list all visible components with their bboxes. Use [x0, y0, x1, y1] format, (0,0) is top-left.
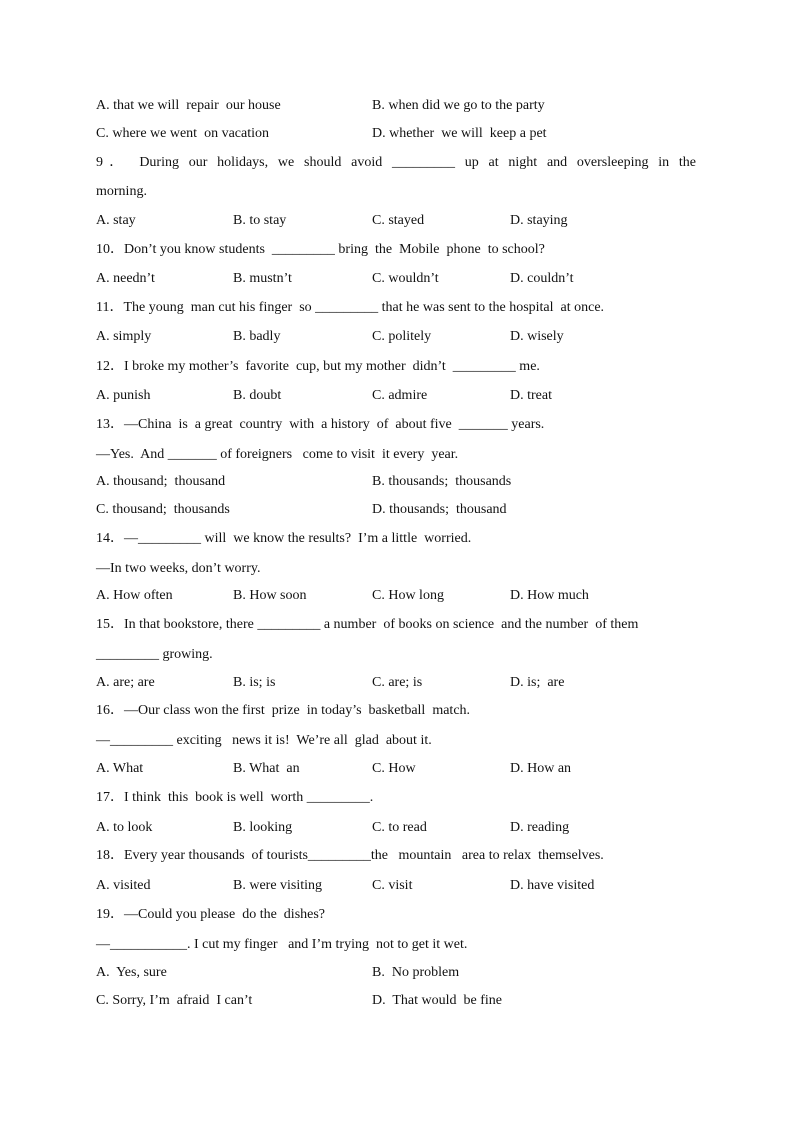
q14-option-a: A. How often: [96, 588, 173, 603]
q16-option-b: B. What an: [233, 761, 300, 776]
q18-option-c: C. visit: [372, 878, 413, 893]
q15-option-b: B. is; is: [233, 675, 276, 690]
q16-option-d: D. How an: [510, 761, 572, 776]
q15-stem-continued: _________ growing.: [96, 647, 213, 662]
q14-stem-reply: —In two weeks, don’t worry.: [96, 561, 261, 576]
q10-option-d: D. couldn’t: [510, 271, 574, 286]
q17-stem: 17．I think this book is well worth _________.: [96, 790, 374, 805]
q18-option-a: A. visited: [96, 878, 151, 893]
q19-stem-reply: —___________. I cut my finger and I’m trying not to get it wet.: [96, 937, 468, 952]
q14-option-d: D. How much: [510, 588, 589, 603]
q13-option-a: A. thousand; thousand: [96, 474, 226, 489]
q18-option-b: B. were visiting: [233, 878, 323, 893]
q10-stem: 10．Don’t you know students _________ bring the Mobile phone to school?: [96, 242, 545, 257]
q15-option-c: C. are; is: [372, 675, 423, 690]
q9-option-a: A. stay: [96, 213, 136, 228]
q11-option-b: B. badly: [233, 329, 281, 344]
q19-option-c: C. Sorry, I’m afraid I can’t: [96, 993, 253, 1008]
q18-option-d: D. have visited: [510, 878, 595, 893]
q12-stem: 12．I broke my mother’s favorite cup, but my mother didn’t _________ me.: [96, 359, 540, 374]
q12-option-c: C. admire: [372, 388, 428, 403]
q19-option-b: B. No problem: [372, 965, 460, 980]
q13-option-c: C. thousand; thousands: [96, 502, 230, 517]
q12-option-b: B. doubt: [233, 388, 282, 403]
q17-option-b: B. looking: [233, 820, 293, 835]
q19-option-a: A. Yes, sure: [96, 965, 167, 980]
q12-option-a: A. punish: [96, 388, 151, 403]
q14-stem: 14．—_________ will we know the results? I’m a little worried.: [96, 531, 472, 546]
q8-option-d: D. whether we will keep a pet: [372, 126, 547, 141]
q18-stem: 18．Every year thousands of tourists_________the mountain area to relax themselves.: [96, 848, 604, 863]
q10-option-b: B. mustn’t: [233, 271, 292, 286]
q8-option-a: A. that we will repair our house: [96, 98, 281, 113]
q9-option-d: D. staying: [510, 213, 568, 228]
q11-option-a: A. simply: [96, 329, 152, 344]
q8-option-b: B. when did we go to the party: [372, 98, 545, 113]
q16-option-a: A. What: [96, 761, 144, 776]
q9-option-c: C. stayed: [372, 213, 425, 228]
q15-option-d: D. is; are: [510, 675, 565, 690]
q16-option-c: C. How: [372, 761, 416, 776]
q17-option-a: A. to look: [96, 820, 153, 835]
q13-option-b: B. thousands; thousands: [372, 474, 512, 489]
q11-stem: 11．The young man cut his finger so _________ that he was sent to the hospital at once.: [96, 300, 605, 315]
q10-option-a: A. needn’t: [96, 271, 155, 286]
q11-option-d: D. wisely: [510, 329, 564, 344]
q13-stem-reply: —Yes. And _______ of foreigners come to visit it every year.: [96, 447, 459, 462]
q16-stem-reply: —_________ exciting news it is! We’re all glad about it.: [96, 733, 432, 748]
q8-option-c: C. where we went on vacation: [96, 126, 269, 141]
q9-stem-continued: morning.: [96, 184, 147, 199]
q13-stem: 13．—China is a great country with a history of about five _______ years.: [96, 417, 545, 432]
q9-stem: 9． During our holidays, we should avoid _________ up at night and oversleeping in the: [96, 155, 696, 170]
q19-stem: 19．—Could you please do the dishes?: [96, 907, 326, 922]
q11-option-c: C. politely: [372, 329, 432, 344]
q14-option-c: C. How long: [372, 588, 444, 603]
q17-option-d: D. reading: [510, 820, 570, 835]
q17-option-c: C. to read: [372, 820, 427, 835]
q13-option-d: D. thousands; thousand: [372, 502, 507, 517]
q19-option-d: D. That would be fine: [372, 993, 502, 1008]
q16-stem: 16．—Our class won the first prize in today’s basketball match.: [96, 703, 471, 718]
q15-stem: 15．In that bookstore, there _________ a number of books on science and the number of them: [96, 617, 639, 632]
q10-option-c: C. wouldn’t: [372, 271, 439, 286]
q15-option-a: A. are; are: [96, 675, 155, 690]
q12-option-d: D. treat: [510, 388, 552, 403]
q14-option-b: B. How soon: [233, 588, 307, 603]
q9-option-b: B. to stay: [233, 213, 287, 228]
